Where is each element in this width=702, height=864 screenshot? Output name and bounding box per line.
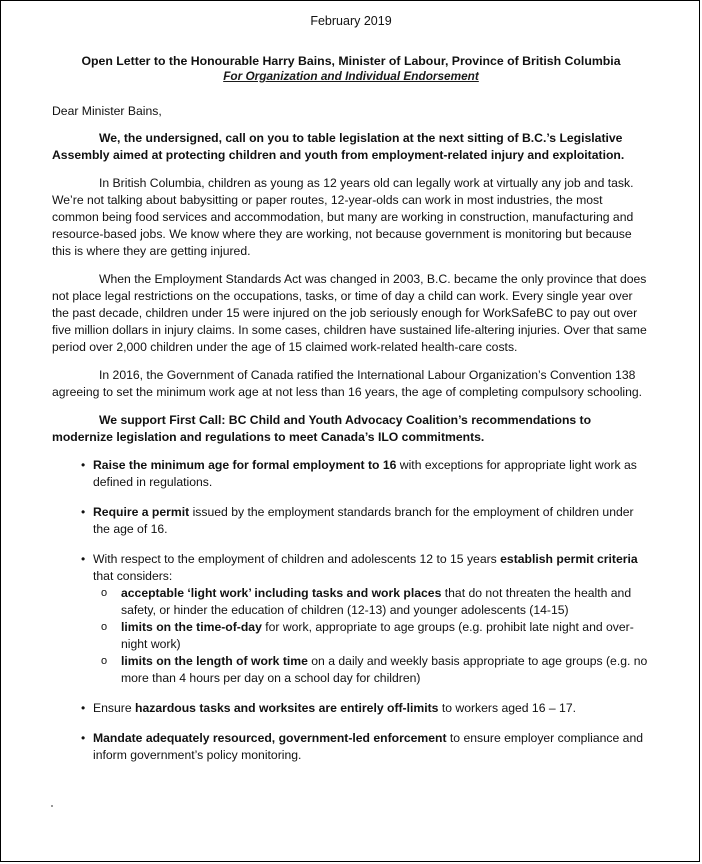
sub-bullet-text: on a daily and weekly basis appropriate to age groups (e.g. no more than 4 hours per day on a school day for children) [121,654,648,685]
bullet-bold-text: Mandate adequately resourced, government-led enforcement [93,731,447,745]
letter-body [52,103,652,777]
bullet-marker: • [81,701,86,715]
bullet-bold-text: hazardous tasks and worksites are entirely off-limits [135,701,439,715]
salutation: Dear Minister Bains, [52,104,162,118]
bullet-marker: • [81,552,86,566]
bullet-marker: • [81,458,86,472]
bullet-bold-text: Require a permit [93,505,190,519]
sub-bullet-marker: o [101,621,108,633]
bullet-text: With respect to the employment of children and adolescents 12 to 15 years [93,552,501,566]
sub-bullet-text: for work, appropriate to age groups (e.g. prohibit late night and over-night work) [121,620,634,651]
letter-subtitle: For Organization and Individual Endorsement [223,69,479,83]
list-item [52,551,652,687]
bullet-text: issued by the employment standards branch for the employment of children under the age of 16. [93,505,634,536]
scan-speck [51,805,53,807]
list-item [52,730,652,764]
bullet-bold-text: Raise the minimum age for formal employment to 16 [93,458,397,472]
sub-bullet-marker: o [101,587,108,599]
list-item [52,700,652,717]
paragraph-bc-children: In British Columbia, children as young as 12 years old can legally work at virtually any job and task. We’re not talking about babysitting or paper routes, 12-year-olds can work in most industries, the most common being food services and accommodation, but many are working in construction, manufacturing and resource-based jobs. We know where they are working, not because government is monitoring but because this is where they are getting injured. [52,176,634,258]
sub-bullet-text: that do not threaten the health and safety, or hinder the education of children (12-13) and younger adolescents (14-15) [121,586,632,617]
bullet-text: to ensure employer compliance and inform government’s policy monitoring. [93,731,643,762]
paragraph-first-call: We support First Call: BC Child and Youth Advocacy Coalition’s recommendations to modernize legislation and regulations to meet Canada’s ILO commitments. [52,413,592,444]
paragraph-intro: We, the undersigned, call on you to table legislation at the next sitting of B.C.’s Legislative Assembly aimed at protecting children and youth from employment-related injury and exploitation. [52,131,625,162]
sub-bullet-bold-text: limits on the length of work time [121,654,308,668]
bullet-marker: • [81,731,86,745]
bullet-text: with exceptions for appropriate light work as defined in regulations. [93,458,637,489]
sub-list-item [93,585,652,619]
letter-date: February 2019 [310,14,392,28]
permit-criteria-list [93,585,652,687]
bullet-text: that considers: [93,569,173,583]
letter-title: Open Letter to the Honourable Harry Bains, Minister of Labour, Province of British Columbia [81,54,621,68]
sub-bullet-bold-text: limits on the time-of-day [121,620,262,634]
paragraph-employment-standards: When the Employment Standards Act was changed in 2003, B.C. became the only province that does not place legal restrictions on the occupations, tasks, or time of day a child can work. Every single year over the past decade, children under 15 were injured on the job seriously enough for WorkSafeBC to pay out over five million dollars in injury claims. In some cases, children have sustained life-altering injuries. Over that same period over 2,000 children under the age of 15 claimed work-related health-care costs. [52,272,647,354]
bullet-marker: • [81,505,86,519]
sub-list-item [93,619,652,653]
recommendations-list [52,457,652,764]
bullet-text: Ensure [93,701,136,715]
sub-bullet-bold-text: acceptable ‘light work’ including tasks and work places [121,586,442,600]
list-item [52,457,652,491]
sub-list-item [93,653,652,687]
list-item [52,504,652,538]
bullet-text: to workers aged 16 – 17. [438,701,576,715]
bullet-bold-text: establish permit criteria [500,552,638,566]
sub-bullet-marker: o [101,655,108,667]
paragraph-ilo-convention: In 2016, the Government of Canada ratified the International Labour Organization’s Convention 138 agreeing to set the minimum work age at not less than 16 years, the age of completing compulsory schooling. [52,368,643,399]
